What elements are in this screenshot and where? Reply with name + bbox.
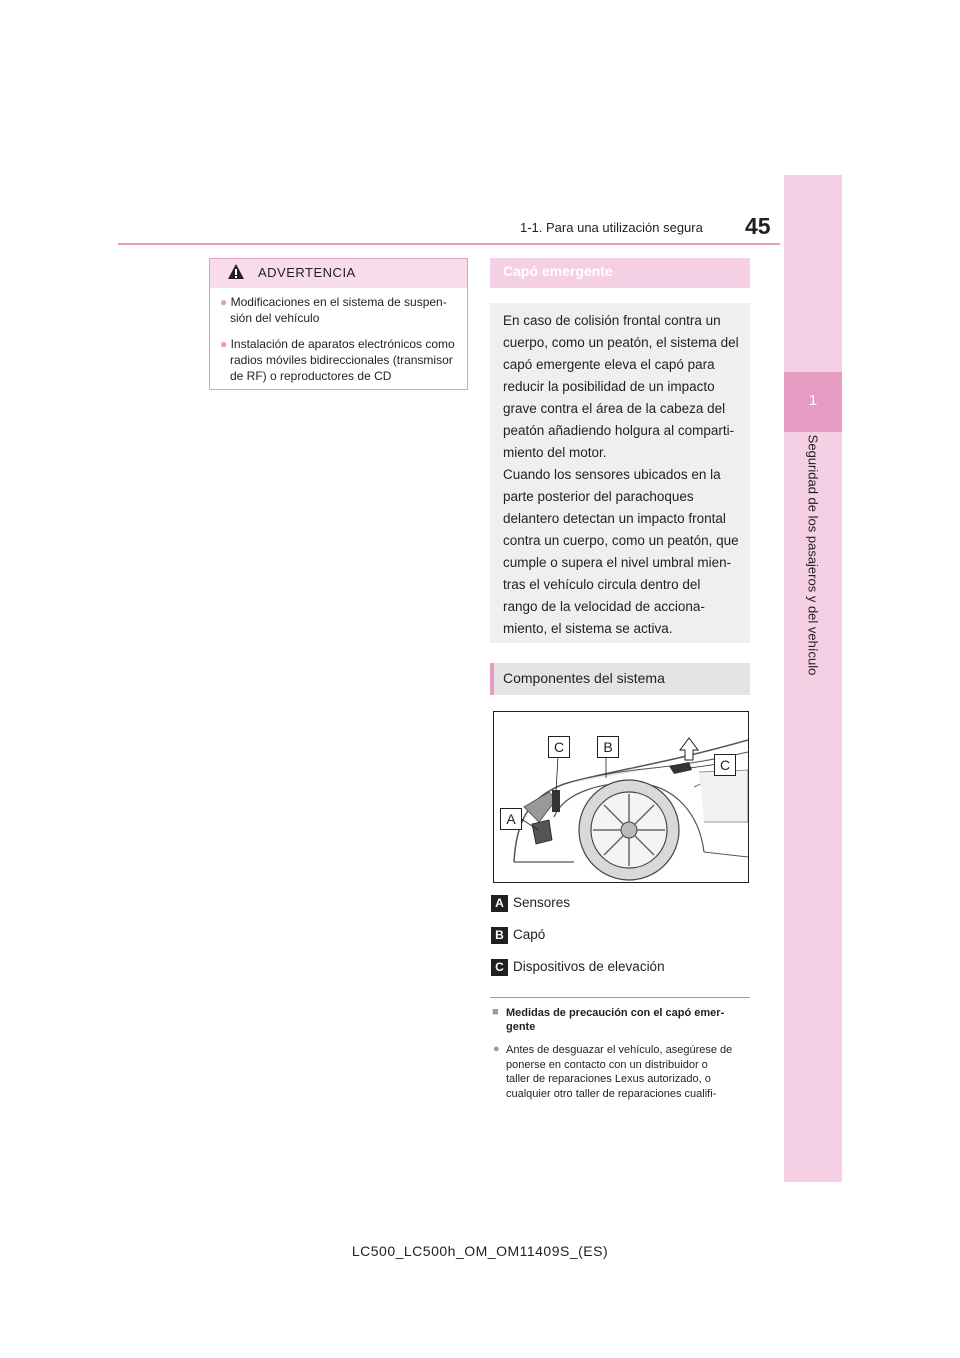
note-heading: Medidas de precaución con el capó emer- gente [506, 1007, 725, 1033]
circle-bullet-icon: ● [493, 1043, 500, 1055]
chapter-label: Seguridad de los pasajeros y del vehículo [805, 434, 821, 676]
bullet-icon: ● [220, 295, 228, 309]
legend-key-b: B [491, 927, 508, 944]
legend-key-a: A [491, 895, 508, 912]
chapter-number: 1 [808, 392, 818, 409]
warning-title: ADVERTENCIA [258, 265, 356, 280]
section-title: Capó emergente [503, 263, 613, 279]
figure-label-c: C [714, 754, 736, 776]
legend-key-c: C [491, 959, 508, 976]
intro-paragraph: Cuando los sensores ubicados en la parte posterior del parachoques delantero detectan un impacto frontal contra un cuerpo, como un peatón, que cumple o supera el nivel umbral mien- tras el vehículo circula dentro del rango de la velocidad de acciona- miento, el sistema se activa. [503, 467, 739, 636]
car-front-figure [493, 711, 749, 883]
warning-item: ● Instalación de aparatos electrónicos como radios móviles bidireccionales (transmisor de RF) o reproductores de CD [220, 337, 455, 383]
note-text: Antes de desguazar el vehículo, asegúrese de ponerse en contacto con un distribuidor o taller de reparaciones Lexus autorizado, o cualquier otro taller de reparaciones cualifi- [506, 1044, 733, 1100]
square-bullet-icon: ■ [492, 1006, 499, 1018]
intro-paragraph: En caso de colisión frontal contra un cuerpo, como un peatón, el sistema del capó emergente eleva el capó para reducir la posibilidad de un impacto grave contra el área de la cabeza del peatón añadiendo holgura al comparti- miento del motor. [503, 313, 739, 460]
figure-label-c: C [548, 736, 570, 758]
note-rule [490, 997, 750, 998]
figure-label-b: B [597, 736, 619, 758]
legend-text: Sensores [513, 895, 571, 910]
legend-text: Capó [513, 927, 546, 942]
car-illustration [494, 712, 748, 882]
warning-triangle-icon [227, 263, 245, 280]
side-tab-strip [784, 175, 842, 1182]
subsection-title: Componentes del sistema [503, 670, 665, 686]
bullet-icon: ● [220, 337, 228, 351]
section-header-title: 1-1. Para una utilización segura [520, 220, 703, 235]
warning-item: ● Modificaciones en el sistema de suspen- sión del vehículo [220, 295, 447, 325]
figure-label-a: A [500, 808, 522, 830]
page-number: 45 [745, 213, 771, 239]
header-rule [118, 243, 780, 245]
footer-doc-code: LC500_LC500h_OM_OM11409S_(ES) [351, 1243, 609, 1259]
legend-text: Dispositivos de elevación [513, 959, 665, 974]
